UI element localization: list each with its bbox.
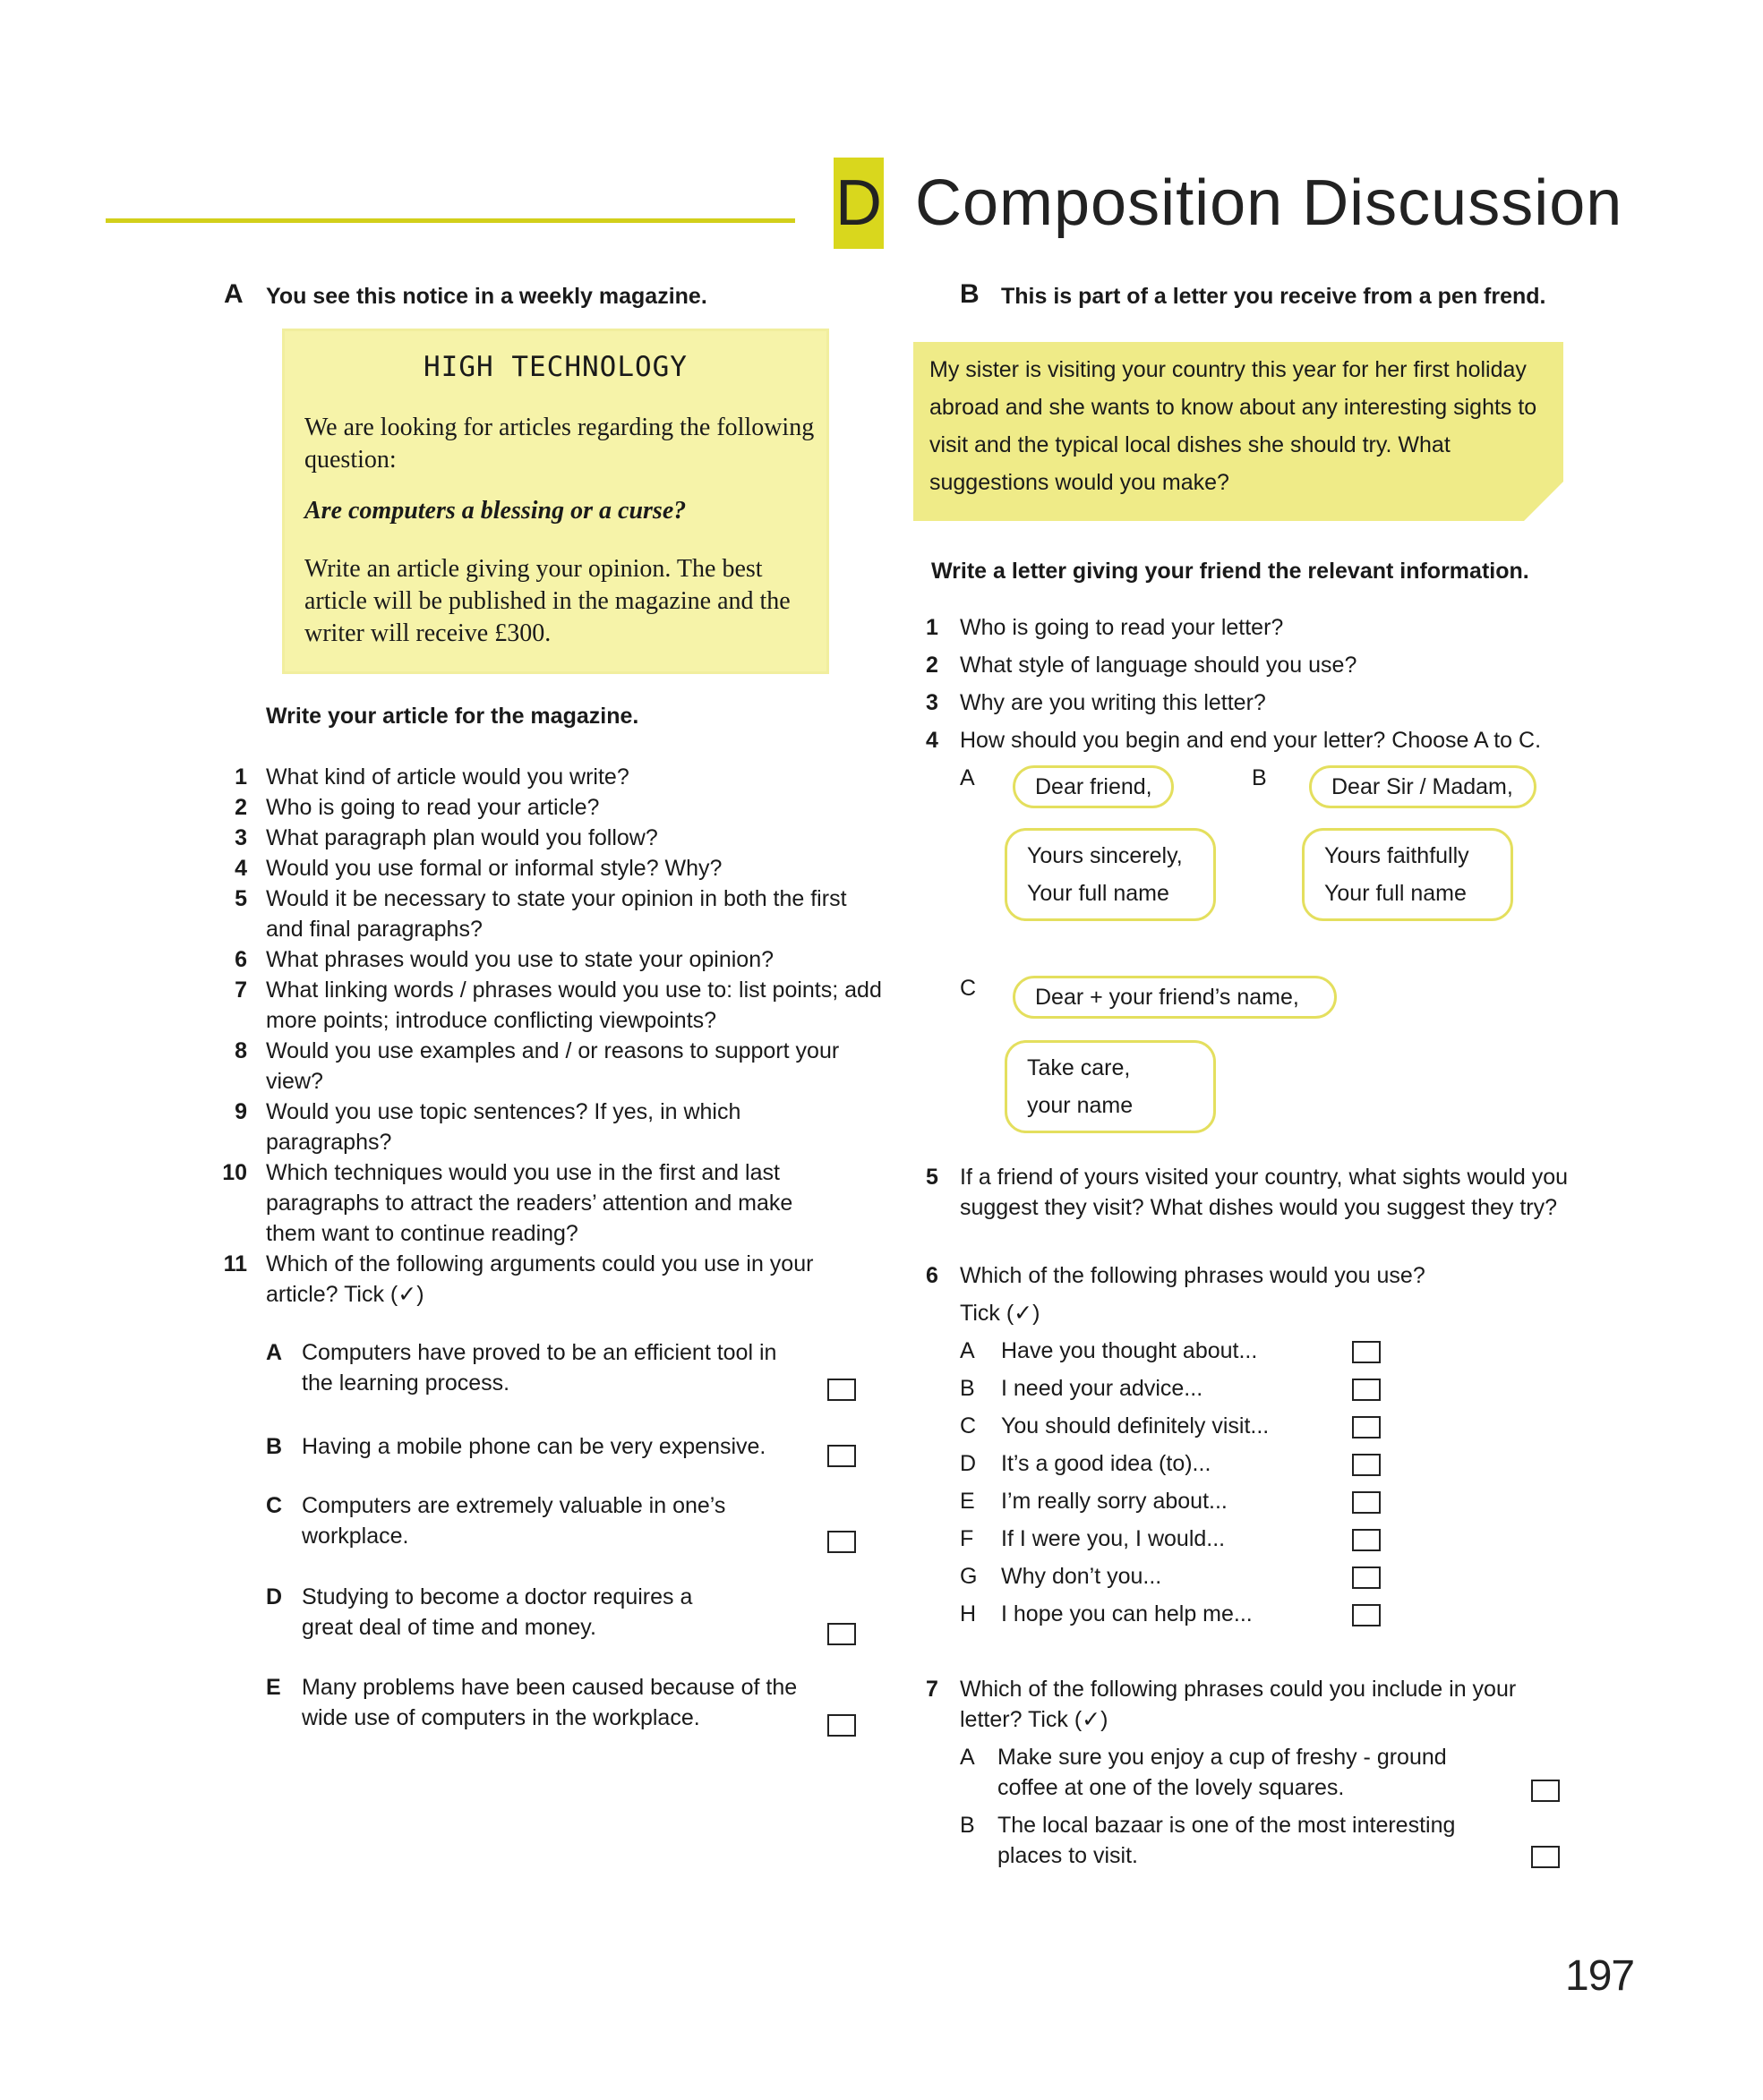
argument-checkbox[interactable]: [827, 1379, 856, 1401]
notice-paragraph-1: We are looking for articles regarding the following question:: [304, 414, 815, 474]
argument-text: Studying to become a doctor requires a great deal of time and money.: [302, 1584, 693, 1640]
notice-question: Are computers a blessing or a curse?: [304, 497, 687, 525]
phrase-checkbox[interactable]: [1352, 1454, 1381, 1476]
include-letter: A: [960, 1745, 975, 1770]
question-number: 3: [926, 690, 938, 715]
argument-checkbox[interactable]: [827, 1714, 856, 1737]
question-number: 2: [926, 653, 938, 678]
argument-letter: A: [266, 1340, 283, 1365]
pen-friend-letter-text: My sister is visiting your country this year for her first holiday abroad and she wants to know about any interesting sights to visit and the typical local dishes she should try. What suggestions would you make?: [929, 357, 1537, 495]
question-number: 1: [235, 764, 247, 790]
question-text: Which of the following arguments could you use in your article? Tick (✓): [266, 1251, 814, 1307]
question-number: 7: [235, 977, 247, 1003]
option-letter: C: [960, 976, 977, 1001]
include-text: Make sure you enjoy a cup of freshy - ground coffee at one of the lovely squares.: [997, 1745, 1447, 1800]
phrase-letter: B: [960, 1376, 975, 1401]
question-text: How should you begin and end your letter? Choose A to C.: [960, 728, 1542, 753]
argument-letter: B: [266, 1434, 283, 1459]
phrase-text: I need your advice...: [1001, 1376, 1203, 1401]
option-letter: B: [1252, 765, 1267, 790]
notice-box: [285, 331, 826, 671]
question-text: Would you use examples and / or reasons to support your view?: [266, 1038, 840, 1094]
phrase-letter: D: [960, 1451, 977, 1476]
question-text: What paragraph plan would you follow?: [266, 825, 658, 850]
argument-text: Having a mobile phone can be very expensive.: [302, 1434, 766, 1459]
phrase-letter: F: [960, 1526, 974, 1551]
phrase-text: You should definitely visit...: [1001, 1413, 1270, 1438]
phrase-letter: H: [960, 1601, 977, 1626]
question-text: What linking words / phrases would you use to: list points; add more points; introduce conflicting viewpoints?: [266, 977, 882, 1033]
question-text: Would you use topic sentences? If yes, in which paragraphs?: [266, 1099, 741, 1155]
option-letter: A: [960, 765, 975, 790]
question-text: Who is going to read your article?: [266, 795, 600, 820]
argument-text: Computers are extremely valuable in one’s workplace.: [302, 1493, 726, 1549]
question-number: 4: [235, 856, 247, 881]
question-text: What kind of article would you write?: [266, 764, 629, 790]
question-text: If a friend of yours visited your country, what sights would you suggest they visit? What dishes would you suggest they try?: [960, 1165, 1569, 1220]
question-text: What style of language should you use?: [960, 653, 1357, 678]
argument-text: Computers have proved to be an efficient tool in the learning process.: [302, 1340, 777, 1396]
question-number: 4: [926, 728, 938, 753]
phrase-text: It’s a good idea (to)...: [1001, 1451, 1211, 1476]
phrase-text: I’m really sorry about...: [1001, 1489, 1228, 1514]
notice-title: HIGH TECHNOLOGY: [424, 351, 688, 383]
section-b-intro: This is part of a letter you receive from a pen frend.: [1001, 284, 1546, 309]
tick-instruction: Tick (✓): [960, 1301, 1040, 1326]
question-text: Would you use formal or informal style? Why?: [266, 856, 723, 881]
option-b-closing: Yours faithfully Your full name: [1302, 828, 1513, 921]
phrase-text: I hope you can help me...: [1001, 1601, 1253, 1626]
phrase-checkbox[interactable]: [1352, 1529, 1381, 1551]
question-number: 10: [222, 1160, 247, 1185]
argument-text: Many problems have been caused because of the wide use of computers in the workplace.: [302, 1675, 798, 1730]
question-text: Who is going to read your letter?: [960, 615, 1284, 640]
question-number: 5: [926, 1165, 938, 1190]
include-checkbox[interactable]: [1531, 1846, 1560, 1868]
option-b-opening: Dear Sir / Madam,: [1309, 765, 1536, 808]
question-number: 9: [235, 1099, 247, 1124]
phrase-text: If I were you, I would...: [1001, 1526, 1226, 1551]
argument-letter: E: [266, 1675, 281, 1700]
section-b-letter: B: [960, 279, 980, 309]
argument-letter: D: [266, 1584, 283, 1609]
question-text: Which techniques would you use in the first and last paragraphs to attract the readers’ attention and make them want to continue reading?: [266, 1160, 793, 1246]
argument-checkbox[interactable]: [827, 1531, 856, 1553]
question-text: Why are you writing this letter?: [960, 690, 1266, 715]
include-checkbox[interactable]: [1531, 1780, 1560, 1802]
argument-checkbox[interactable]: [827, 1445, 856, 1467]
option-c-opening: Dear + your friend’s name,: [1013, 976, 1337, 1019]
phrase-checkbox[interactable]: [1352, 1416, 1381, 1438]
page-number: 197: [1565, 1952, 1635, 2000]
phrase-checkbox[interactable]: [1352, 1604, 1381, 1626]
phrase-letter: C: [960, 1413, 977, 1438]
question-number: 5: [235, 886, 247, 911]
section-letter-badge: D: [834, 158, 884, 249]
section-a-intro: You see this notice in a weekly magazine.: [266, 284, 707, 309]
phrase-letter: G: [960, 1564, 978, 1589]
question-text: Which of the following phrases would you use?: [960, 1263, 1425, 1288]
phrase-checkbox[interactable]: [1352, 1379, 1381, 1401]
include-text: The local bazaar is one of the most interesting places to visit.: [997, 1813, 1456, 1868]
notice-paragraph-2: Write an article giving your opinion. The best article will be published in the magazine and the writer will receive £300.: [304, 555, 791, 647]
question-number: 7: [926, 1677, 938, 1702]
page-title: Composition Discussion: [915, 167, 1623, 239]
question-number: 6: [235, 947, 247, 972]
pen-friend-letter: [913, 342, 1563, 521]
question-number: 1: [926, 615, 938, 640]
question-number: 2: [235, 795, 247, 820]
section-b-task: Write a letter giving your friend the relevant information.: [931, 559, 1529, 584]
question-text: Would it be necessary to state your opinion in both the first and final paragraphs?: [266, 886, 847, 942]
question-number: 8: [235, 1038, 247, 1063]
phrase-checkbox[interactable]: [1352, 1566, 1381, 1589]
question-text: What phrases would you use to state your opinion?: [266, 947, 775, 972]
option-a-opening: Dear friend,: [1013, 765, 1174, 808]
phrase-text: Have you thought about...: [1001, 1338, 1258, 1363]
phrase-checkbox[interactable]: [1352, 1491, 1381, 1514]
header-rule: [106, 218, 795, 223]
option-c-closing: Take care, your name: [1005, 1040, 1216, 1133]
question-text: Which of the following phrases could you include in your letter? Tick (✓): [960, 1677, 1517, 1732]
phrase-letter: A: [960, 1338, 975, 1363]
option-a-closing: Yours sincerely, Your full name: [1005, 828, 1216, 921]
phrase-text: Why don’t you...: [1001, 1564, 1162, 1589]
include-letter: B: [960, 1813, 975, 1838]
argument-letter: C: [266, 1493, 283, 1518]
section-a-task: Write your article for the magazine.: [266, 704, 639, 729]
phrase-checkbox[interactable]: [1352, 1341, 1381, 1363]
argument-checkbox[interactable]: [827, 1623, 856, 1645]
question-number: 6: [926, 1263, 938, 1288]
section-a-letter: A: [224, 279, 244, 309]
question-number: 3: [235, 825, 247, 850]
question-number: 11: [223, 1251, 247, 1276]
phrase-letter: E: [960, 1489, 975, 1514]
letter-page-curl: [1522, 482, 1563, 523]
